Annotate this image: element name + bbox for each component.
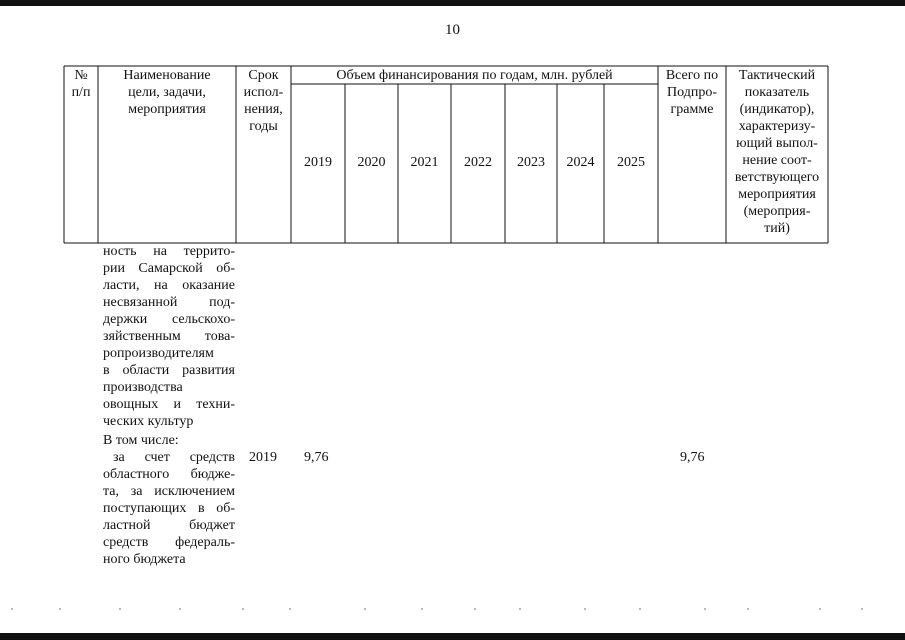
header-year-2024: 2024	[566, 155, 595, 170]
funding-source-description	[103, 449, 235, 568]
header-indicator-line: (мероприя-	[743, 204, 811, 219]
header-indicator-line: тий)	[764, 221, 790, 236]
header-name-line: Наименование	[123, 68, 211, 83]
description-line: производства	[103, 380, 183, 395]
page-number: 10	[445, 22, 460, 38]
description-line: держки сельскохо-	[103, 312, 235, 327]
header-term-line: Срок	[248, 68, 279, 83]
header-total-line: Подпро-	[667, 85, 717, 100]
header-indicator-line: ветствующего	[734, 170, 820, 185]
header-name-cell	[98, 67, 236, 118]
header-indicator-line: мероприятия	[738, 187, 816, 202]
header-year-2022: 2022	[464, 155, 492, 170]
header-year-2020: 2020	[357, 155, 386, 170]
header-number-cell	[64, 67, 98, 101]
including-label: В том числе:	[103, 433, 179, 448]
header-term-cell	[236, 67, 291, 135]
header-indicator-line: нение соот-	[742, 153, 812, 168]
header-term-line: испол-	[243, 85, 284, 100]
header-total-line: грамме	[670, 102, 714, 117]
header-year-2025: 2025	[617, 155, 645, 170]
header-financing-cell: Объем финансирования по годам, млн. рублей	[336, 68, 613, 83]
header-number-line: №	[74, 68, 88, 83]
source-line: областного бюдже-	[103, 467, 235, 482]
description-line: зяйственным това-	[103, 329, 235, 344]
row-term-year: 2019	[249, 450, 277, 465]
header-indicator-line: показатель	[744, 85, 810, 100]
header-name-line: мероприятия	[128, 102, 206, 117]
header-year-2019: 2019	[304, 155, 332, 170]
description-line: рии Самарской об-	[103, 261, 235, 276]
header-indicator-line: характеризу-	[738, 119, 816, 134]
source-line: ного бюджета	[103, 552, 186, 567]
header-indicator-cell	[726, 67, 828, 237]
description-line: ласти, на оказание	[103, 278, 235, 293]
header-term-line: годы	[249, 119, 278, 134]
source-line: средств федераль-	[103, 535, 235, 550]
row-total-value: 9,76	[680, 450, 705, 465]
header-number-line: п/п	[71, 85, 91, 100]
row-value-2019: 9,76	[304, 450, 329, 465]
description-line: овощных и техни-	[103, 397, 235, 412]
measure-description	[103, 243, 235, 430]
description-line: ческих культур	[103, 414, 194, 429]
bottom-border-bar	[0, 633, 905, 640]
header-total-line: Всего по	[665, 68, 719, 83]
scan-dots	[0, 606, 905, 612]
header-name-line: цели, задачи,	[128, 85, 206, 100]
source-line: поступающих в об-	[103, 501, 235, 516]
header-total-cell	[658, 67, 726, 118]
source-line: ластной бюджет	[103, 518, 235, 533]
header-indicator-line: (индикатор),	[739, 102, 815, 117]
header-year-2023: 2023	[517, 155, 545, 170]
description-line: в области развития	[103, 363, 235, 378]
source-line: за счет средств	[113, 450, 235, 465]
source-line: та, за исключением	[103, 484, 235, 499]
header-term-line: нения,	[244, 102, 283, 117]
header-year-2021: 2021	[410, 155, 439, 170]
header-indicator-line: ющий выпол-	[736, 136, 818, 151]
description-line: ность на террито-	[103, 244, 235, 259]
header-indicator-line: Тактический	[738, 68, 816, 83]
description-line: несвязанной под-	[103, 295, 235, 310]
description-line: ропроизводителям	[103, 346, 214, 361]
